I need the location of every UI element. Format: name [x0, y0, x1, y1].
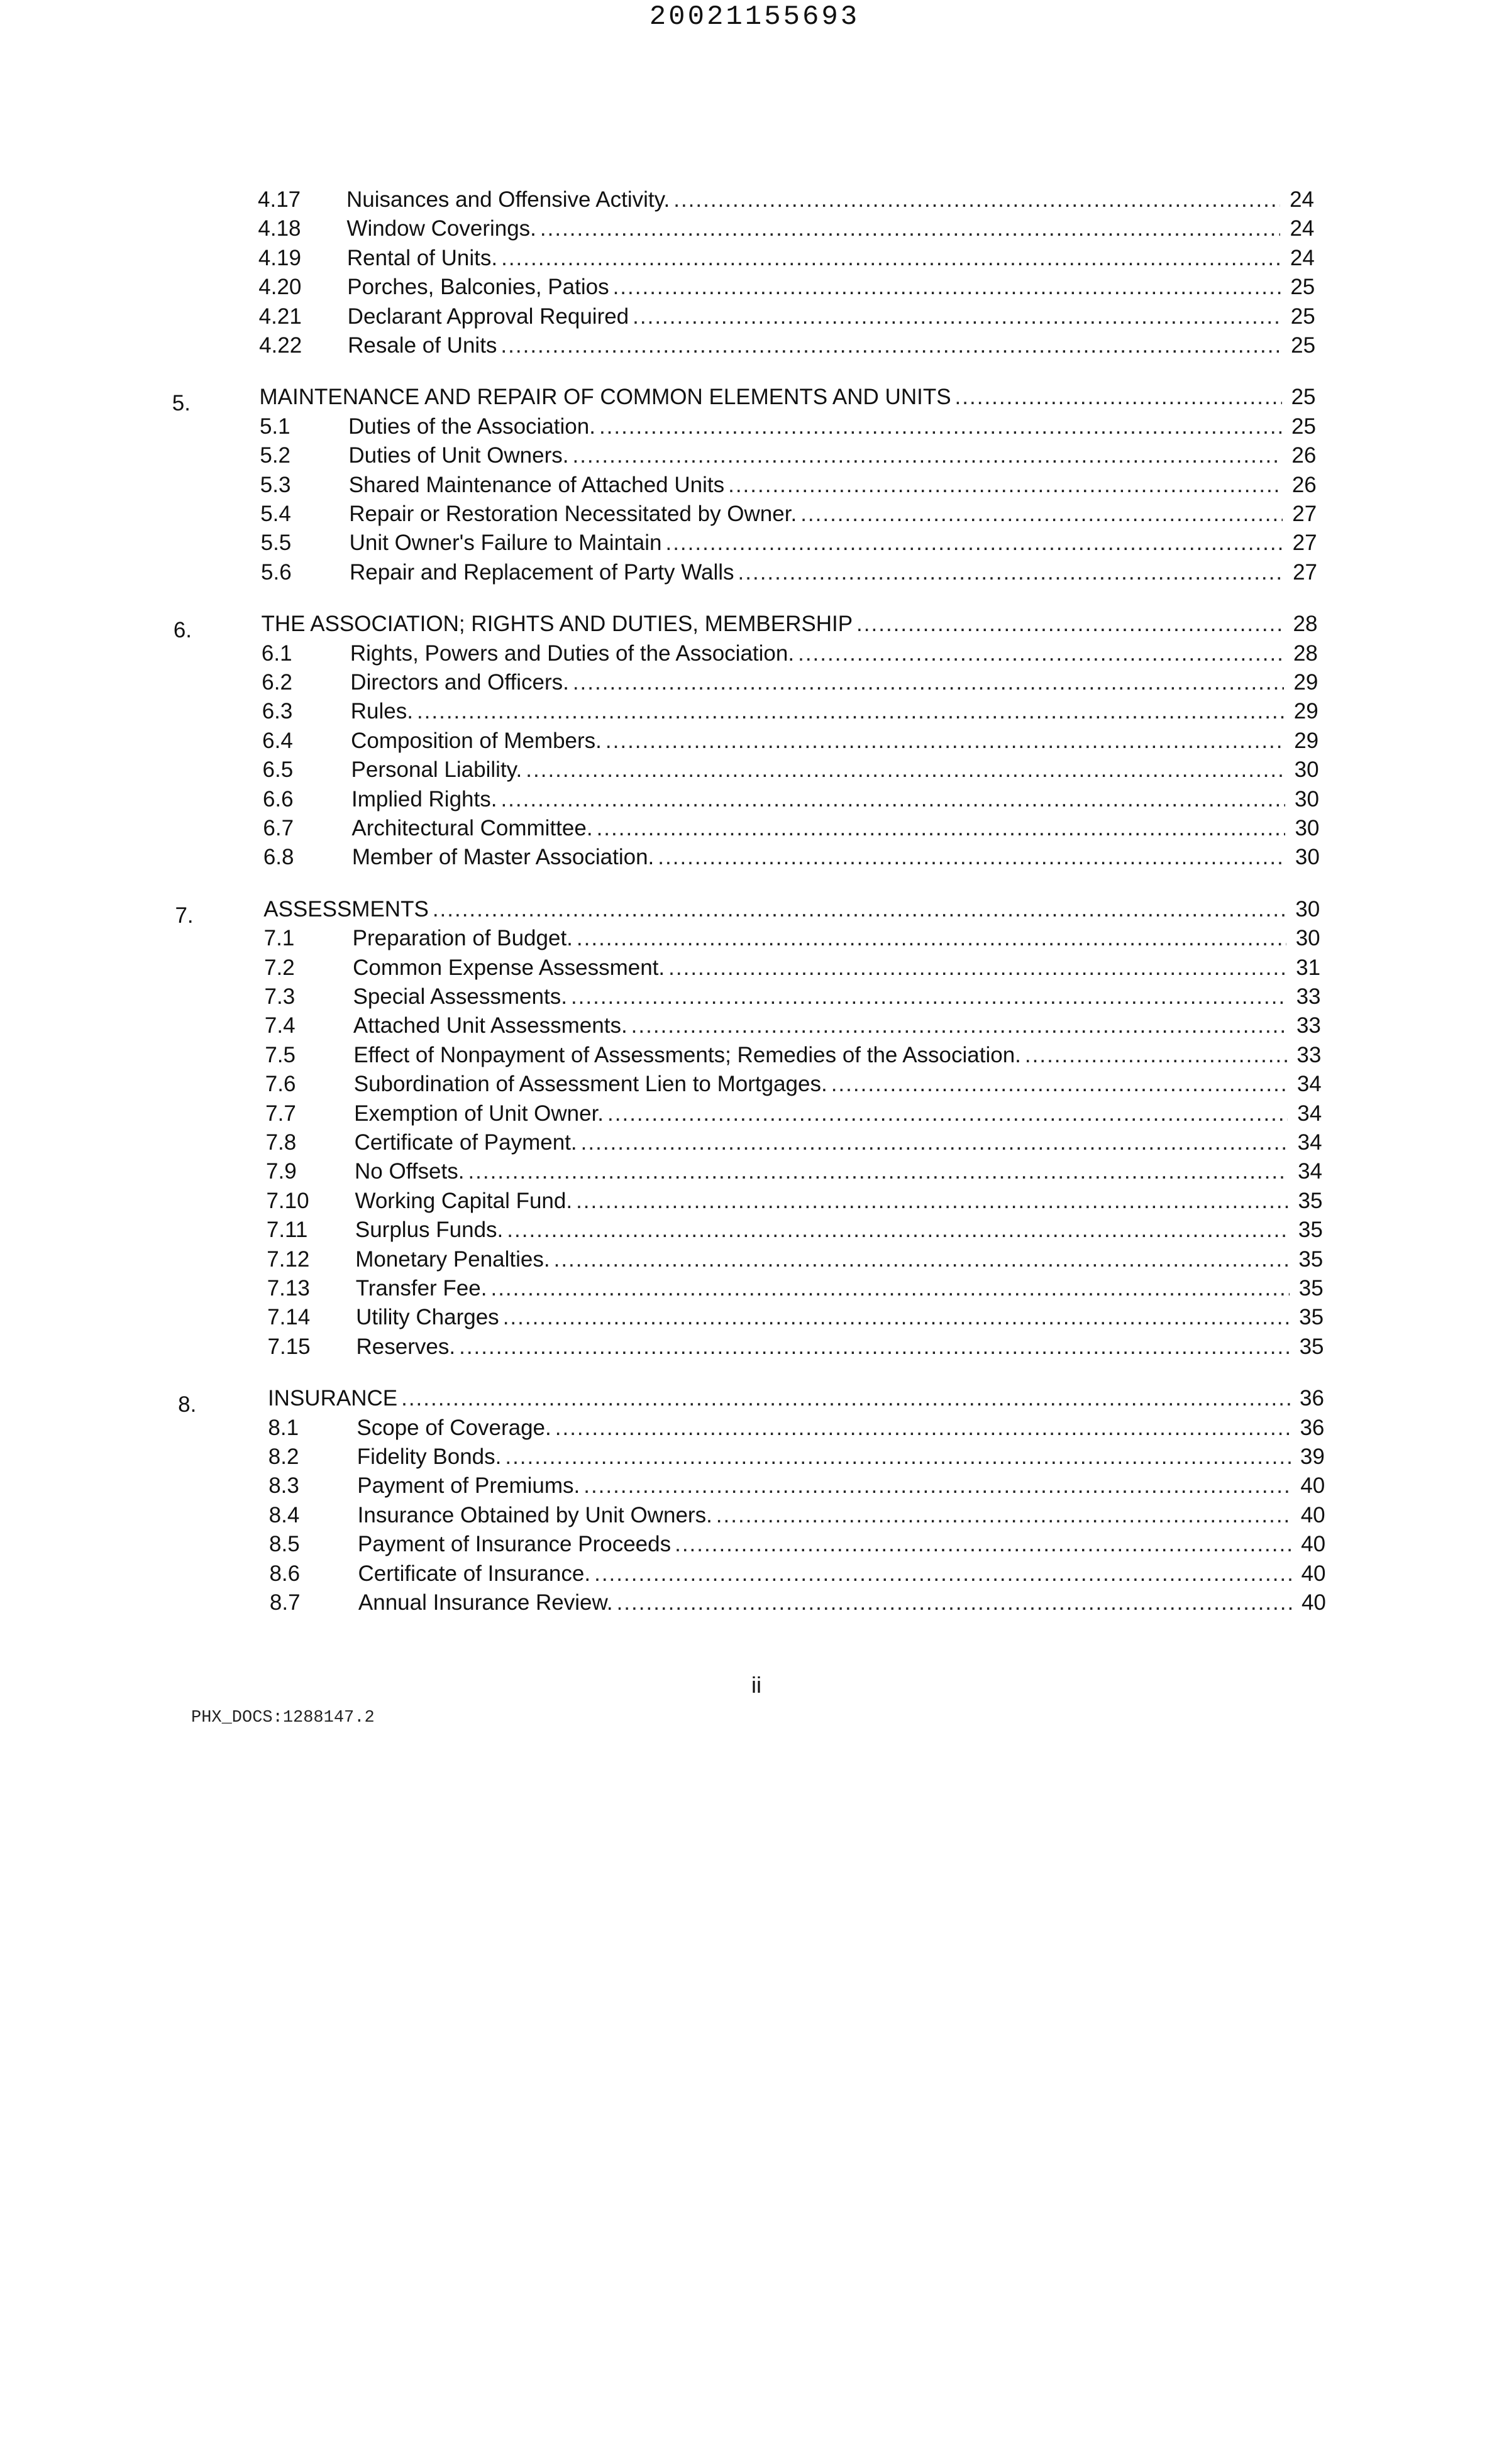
toc-entry	[0, 1041, 1509, 1070]
dot-leader	[581, 1128, 1288, 1157]
entry-number: 4.19	[258, 245, 301, 270]
toc-entry	[0, 1414, 1509, 1443]
entry-title: Directors and Officers.	[350, 670, 569, 695]
entry-title: Porches, Balconies, Patios	[347, 275, 609, 300]
toc-section-heading	[0, 383, 1509, 416]
entry-number: 8.5	[269, 1532, 300, 1557]
page-reference: 36	[1300, 1386, 1324, 1411]
entry-title: No Offsets.	[355, 1159, 465, 1184]
toc-entry	[0, 273, 1509, 302]
toc-entry	[0, 529, 1509, 558]
page-reference: 33	[1296, 984, 1321, 1009]
entry-title: Composition of Members.	[351, 728, 602, 753]
toc-entry	[0, 1471, 1509, 1500]
page-reference: 40	[1301, 1590, 1326, 1615]
toc-entry	[0, 727, 1509, 756]
section-number: 6.	[173, 618, 192, 643]
dot-leader	[738, 558, 1284, 587]
toc-entry	[0, 1303, 1509, 1332]
page-reference: 35	[1299, 1305, 1324, 1330]
page-reference: 40	[1300, 1473, 1325, 1499]
page-reference: 29	[1293, 699, 1318, 724]
toc-entry	[0, 1216, 1509, 1245]
entry-number: 7.13	[267, 1276, 310, 1301]
section-title: THE ASSOCIATION; RIGHTS AND DUTIES, MEMBERSHIP	[261, 612, 853, 637]
toc-entry	[0, 814, 1509, 843]
entry-number: 4.22	[259, 333, 302, 358]
section-title: INSURANCE	[267, 1386, 398, 1411]
entry-number: 7.7	[265, 1101, 296, 1126]
page-reference: 31	[1296, 955, 1321, 980]
entry-number: 7.4	[264, 1013, 296, 1038]
entry-title: Duties of the Association.	[348, 414, 595, 439]
dot-leader	[554, 1245, 1290, 1274]
dot-leader	[401, 1384, 1290, 1413]
entry-title: Repair and Replacement of Party Walls	[350, 559, 734, 585]
page-reference: 40	[1301, 1561, 1326, 1586]
entry-number: 8.7	[269, 1590, 301, 1615]
toc-entry	[0, 982, 1509, 1011]
toc-entry	[0, 1245, 1509, 1274]
toc-entry	[0, 756, 1509, 784]
toc-entry	[0, 471, 1509, 500]
dot-leader	[673, 185, 1280, 214]
entry-title: Fidelity Bonds.	[357, 1444, 502, 1469]
entry-title: Rental of Units.	[346, 245, 498, 270]
dot-leader	[613, 273, 1281, 302]
toc-entry	[0, 639, 1509, 668]
dot-leader	[571, 982, 1287, 1011]
toc-entry	[0, 244, 1509, 273]
entry-title: Implied Rights.	[351, 786, 497, 811]
entry-number: 7.11	[266, 1218, 308, 1243]
dot-leader	[594, 1559, 1291, 1588]
toc-entry	[0, 500, 1509, 529]
entry-title: Unit Owner's Failure to Maintain	[349, 531, 662, 556]
dot-leader	[501, 244, 1281, 273]
entry-number: 6.4	[262, 728, 293, 753]
dot-leader	[658, 843, 1286, 872]
page-reference: 30	[1295, 786, 1319, 811]
entry-number: 8.1	[268, 1415, 299, 1440]
toc-entry	[0, 1333, 1509, 1361]
document-id: PHX_DOCS:1288147.2	[191, 1708, 375, 1727]
toc-entry	[0, 1187, 1509, 1216]
entry-title: Transfer Fee.	[355, 1276, 487, 1301]
entry-number: 8.3	[268, 1473, 299, 1499]
toc-entry	[0, 1274, 1509, 1303]
page-reference: 30	[1295, 845, 1320, 870]
entry-title: Exemption of Unit Owner.	[354, 1101, 604, 1126]
toc-entry	[0, 558, 1509, 587]
dot-leader	[505, 1443, 1290, 1471]
toc-entry	[0, 1011, 1509, 1040]
page-reference: 30	[1295, 896, 1320, 921]
toc-entry	[0, 214, 1509, 243]
page-reference: 33	[1296, 1013, 1321, 1038]
page-reference: 26	[1291, 472, 1317, 497]
entry-title: Certificate of Payment.	[354, 1130, 577, 1155]
entry-title: Working Capital Fund.	[355, 1188, 573, 1213]
page-reference: 29	[1293, 670, 1318, 695]
entry-title: Declarant Approval Required	[347, 304, 629, 329]
entry-title: Common Expense Assessment.	[353, 955, 665, 980]
toc-entry	[0, 1588, 1509, 1617]
entry-number: 6.8	[263, 845, 294, 870]
entry-number: 4.18	[258, 216, 301, 241]
toc-entry	[0, 412, 1509, 441]
dot-leader	[798, 639, 1284, 668]
dot-leader	[433, 895, 1286, 924]
page-reference: 25	[1290, 275, 1315, 300]
entry-title: Surplus Funds.	[355, 1218, 504, 1243]
page-number: ii	[751, 1672, 761, 1698]
page-reference: 40	[1300, 1502, 1325, 1527]
entry-number: 4.17	[258, 187, 301, 212]
page-reference: 39	[1300, 1444, 1325, 1469]
toc-entry	[0, 1501, 1509, 1530]
toc-section-heading	[0, 895, 1509, 928]
dot-leader	[617, 1588, 1292, 1617]
dot-leader	[507, 1216, 1289, 1245]
page-reference: 34	[1298, 1159, 1323, 1184]
toc-entry	[0, 1559, 1509, 1588]
section-title: ASSESSMENTS	[263, 896, 429, 921]
entry-number: 8.4	[268, 1502, 300, 1527]
entry-number: 7.10	[266, 1188, 309, 1213]
page-reference: 25	[1291, 333, 1316, 358]
toc-entry	[0, 843, 1509, 872]
entry-number: 7.6	[265, 1072, 296, 1097]
entry-number: 6.5	[262, 757, 294, 783]
entry-title: Insurance Obtained by Unit Owners.	[357, 1502, 712, 1527]
toc-entry	[0, 954, 1509, 982]
section-number: 5.	[172, 391, 191, 416]
entry-title: Resale of Units	[348, 333, 497, 358]
dot-leader	[500, 331, 1281, 360]
dot-leader	[955, 383, 1282, 412]
page-reference: 35	[1299, 1334, 1324, 1359]
toc-entry	[0, 1443, 1509, 1471]
entry-number: 6.6	[262, 786, 294, 811]
entry-title: Attached Unit Assessments.	[353, 1013, 627, 1038]
entry-title: Shared Maintenance of Attached Units	[348, 472, 725, 497]
toc-section-heading	[0, 1384, 1509, 1417]
entry-number: 5.6	[261, 559, 292, 585]
dot-leader	[665, 529, 1283, 558]
page-reference: 35	[1298, 1276, 1324, 1301]
dot-leader	[831, 1070, 1288, 1099]
page-reference: 25	[1291, 385, 1316, 410]
entry-title: Utility Charges	[356, 1305, 499, 1330]
dot-leader	[526, 756, 1285, 784]
toc-entry	[0, 697, 1509, 726]
dot-leader	[599, 412, 1282, 441]
entry-number: 7.1	[263, 926, 295, 951]
entry-title: Payment of Insurance Proceeds	[358, 1532, 672, 1557]
entry-number: 6.2	[262, 670, 292, 695]
page-reference: 28	[1293, 641, 1318, 666]
dot-leader	[856, 610, 1283, 639]
dot-leader	[605, 727, 1285, 756]
entry-number: 6.7	[263, 816, 294, 840]
section-number: 8.	[178, 1392, 197, 1417]
toc-entry	[0, 1099, 1509, 1128]
dot-leader	[576, 1187, 1288, 1216]
dot-leader	[555, 1414, 1291, 1443]
entry-title: Member of Master Association.	[351, 845, 655, 870]
page-reference: 27	[1292, 531, 1317, 556]
entry-number: 4.20	[258, 275, 302, 300]
document-number: 20021155693	[649, 1, 860, 33]
dot-leader	[631, 1011, 1287, 1040]
page-reference: 26	[1291, 443, 1317, 468]
page-reference: 28	[1293, 612, 1318, 637]
entry-number: 6.3	[262, 699, 293, 724]
dot-leader	[572, 441, 1282, 470]
dot-leader	[675, 1530, 1291, 1559]
section-title: MAINTENANCE AND REPAIR OF COMMON ELEMENTS AND UNITS	[259, 385, 951, 410]
page-reference: 24	[1290, 216, 1315, 241]
dot-leader	[800, 500, 1283, 529]
entry-title: Repair or Restoration Necessitated by Owner.	[349, 502, 797, 526]
toc-entry	[0, 1128, 1509, 1157]
page-reference: 40	[1301, 1532, 1326, 1557]
dot-leader	[728, 471, 1283, 500]
dot-leader	[540, 214, 1281, 243]
entry-title: Subordination of Assessment Lien to Mortgages.	[353, 1072, 827, 1097]
entry-title: Duties of Unit Owners.	[348, 443, 569, 468]
dot-leader	[500, 785, 1285, 814]
page-reference: 24	[1290, 187, 1314, 212]
entry-number: 7.14	[267, 1305, 311, 1330]
dot-leader	[1025, 1041, 1287, 1070]
entry-number: 5.2	[260, 443, 291, 468]
entry-title: Window Coverings.	[346, 216, 536, 241]
dot-leader	[633, 302, 1281, 331]
dot-leader	[577, 924, 1286, 953]
dot-leader	[716, 1501, 1291, 1530]
entry-number: 5.3	[260, 472, 291, 497]
dot-leader	[503, 1303, 1290, 1332]
dot-leader	[583, 1471, 1291, 1500]
entry-title: Nuisances and Offensive Activity.	[346, 187, 670, 212]
entry-number: 7.15	[267, 1334, 311, 1359]
page-reference: 30	[1295, 926, 1320, 951]
toc-entry	[0, 1530, 1509, 1559]
entry-title: Reserves.	[356, 1334, 456, 1359]
entry-title: Rules.	[350, 699, 413, 724]
toc-entry	[0, 1070, 1509, 1099]
page-reference: 34	[1297, 1130, 1322, 1155]
page-reference: 27	[1293, 559, 1318, 585]
entry-title: Monetary Penalties.	[355, 1246, 550, 1272]
entry-number: 6.1	[261, 641, 292, 666]
section-number: 7.	[175, 903, 194, 928]
page-reference: 30	[1295, 816, 1320, 840]
dot-leader	[459, 1333, 1290, 1361]
dot-leader	[597, 814, 1286, 843]
page-reference: 33	[1296, 1042, 1322, 1067]
entry-number: 8.6	[269, 1561, 301, 1586]
dot-leader	[607, 1099, 1288, 1128]
page-reference: 35	[1298, 1246, 1324, 1272]
dot-leader	[668, 954, 1286, 982]
entry-title: Certificate of Insurance.	[358, 1561, 591, 1586]
entry-title: Special Assessments.	[353, 984, 567, 1009]
entry-title: Personal Liability.	[351, 757, 522, 783]
entry-number: 5.1	[259, 414, 290, 439]
entry-number: 7.8	[265, 1130, 297, 1155]
page-reference: 24	[1290, 245, 1315, 270]
entry-number: 7.12	[267, 1246, 310, 1272]
page-reference: 25	[1291, 414, 1316, 439]
toc-entry	[0, 1157, 1509, 1186]
entry-number: 4.21	[258, 304, 302, 329]
dot-leader	[490, 1274, 1289, 1303]
entry-number: 7.2	[264, 955, 295, 980]
page-reference: 35	[1298, 1218, 1323, 1243]
entry-number: 8.2	[268, 1444, 299, 1469]
entry-title: Payment of Premiums.	[357, 1473, 580, 1499]
entry-number: 5.4	[260, 502, 291, 526]
page-reference: 36	[1300, 1415, 1325, 1440]
toc-entry	[0, 785, 1509, 814]
toc-entry	[0, 185, 1509, 214]
entry-title: Scope of Coverage.	[357, 1415, 551, 1440]
entry-number: 7.3	[264, 984, 296, 1009]
toc-entry	[0, 441, 1509, 470]
entry-title: Preparation of Budget.	[352, 926, 573, 951]
toc-section-heading	[0, 610, 1509, 643]
toc-entry	[0, 668, 1509, 697]
page-reference: 35	[1298, 1188, 1323, 1213]
page-reference: 27	[1292, 502, 1317, 526]
toc-entry	[0, 302, 1509, 331]
page-reference: 29	[1294, 728, 1319, 753]
dot-leader	[468, 1157, 1288, 1186]
entry-title: Annual Insurance Review.	[358, 1590, 613, 1615]
page-reference: 25	[1290, 304, 1315, 329]
entry-number: 5.5	[260, 531, 292, 556]
page-reference: 34	[1296, 1072, 1322, 1097]
entry-title: Effect of Nonpayment of Assessments; Remedies of the Association.	[353, 1042, 1021, 1067]
page-reference: 30	[1294, 757, 1319, 783]
dot-leader	[573, 668, 1284, 697]
toc-entry	[0, 331, 1509, 360]
entry-title: Rights, Powers and Duties of the Association.	[350, 641, 795, 666]
entry-number: 7.5	[265, 1042, 296, 1067]
entry-title: Architectural Committee.	[351, 816, 593, 840]
page-reference: 34	[1297, 1101, 1322, 1126]
toc-entry	[0, 924, 1509, 953]
entry-number: 7.9	[266, 1159, 297, 1184]
dot-leader	[417, 697, 1285, 726]
